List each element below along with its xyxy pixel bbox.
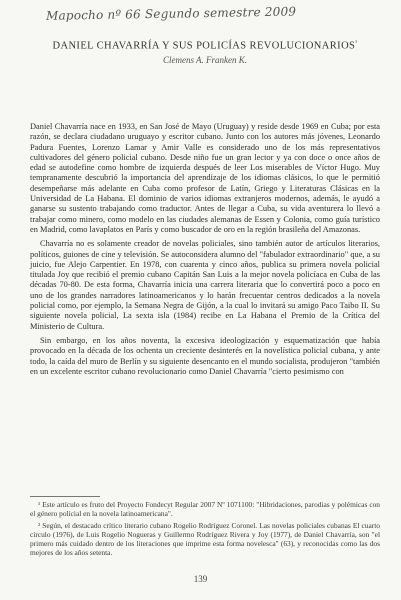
title-footnote-mark: ¹ xyxy=(355,40,358,46)
handwritten-annotation: Mapocho nº 66 Segundo semestre 2009 xyxy=(45,4,297,23)
footnotes xyxy=(30,500,380,560)
paragraph-1: Daniel Chavarría nace en 1933, en San José de Mayo (Uruguay) y reside desde 1969 en Cuba; por esta razón, se declara ciudadano uruguayo y escritor cubano. Junto con los autores más jóvenes, Leonardo Padura Fuentes, Lorenzo Lamar y Amir Valle es considerado uno de los más representativos cultivadores del género policial cubano. Desde niño fue un gran lector y ya con doce o once años de edad se autodefine como hombre de izquierda después de leer Los miserables de Víctor Hugo. Muy tempranamente descubrió la importancia del aprendizaje de los idiomas clásicos, lo que le permitió desempeñarse más adelante en Cuba como profesor de Latín, Griego y Literaturas Clásicas en la Universidad de La Habana. El dominio de varios idiomas extranjeros modernos, además, le ayudó a ganarse su sustento trabajando como traductor. Antes de llegar a Cuba, su vida aventurera lo llevó a trabajar como minero, como modelo en las ciudades alemanas de Essen y Colonia, como guía turístico en Madrid, como lavaplatos en París y como buscador de oro en la región brasileña del Amazonas. xyxy=(30,122,380,234)
footnote-2: ² Según, el destacado crítico literario cubano Rogelio Rodríguez Coronel. Las novelas policiales cubanas El cuarto círculo (1976), de Luis Rogelio Nogueras y Guillermo Rodríguez Rivera y Joy (1977), de Daniel Chavarría, son "el primero más cuidado dentro de los literaciones que imprime esta forma novelesca" (63), y reconocidas como las dos mejores de los años setenta. xyxy=(30,521,380,557)
article-author: Clemens A. Franken K. xyxy=(162,55,248,65)
title-text: DANIEL CHAVARRÍA Y SUS POLICÍAS REVOLUCIONARIOS xyxy=(52,40,356,52)
article-title xyxy=(40,40,370,52)
footnote-divider xyxy=(30,496,100,497)
page-number: 139 xyxy=(193,574,208,584)
article-body xyxy=(30,122,380,381)
paragraph-2: Chavarría no es solamente creador de novelas policiales, sino también autor de artículos literarios, políticos, guiones de cine y televisión. Se autoconsidera alumno del "fabulador extraordinario" que, a su juicio, fue Alejo Carpentier. En 1978, con cuarenta y cinco años, publica su primera novela policial titulada Joy que recibió el premio cubano Capitán San Luis a la mejor novela policíaca en Cuba de las décadas 70-80. De esta forma, Chavarría inicia una carrera literaria que lo convertirá poco a poco en uno de los grandes narradores latinoamericanos y lo harán frecuentar centros dedicados a la novela policial como, por ejemplo, la Semana Negra de Gijón, a la cual lo invitará su amigo Paco Taibo II. Su siguiente novela policial, La sexta isla (1984) recibe en La Habana el Premio de la Crítica del Ministerio de Cultura. xyxy=(30,239,380,331)
footnote-1: ¹ Este artículo es fruto del Proyecto Fondecyt Regular 2007 Nº 1071100: "Hibridaciones, parodias y polémicas con el género policial en la novela latinoamericana". xyxy=(30,500,380,518)
paragraph-3: Sin embargo, en los años noventa, la excesiva ideologización y esquematización que había provocado en la década de los ochenta un creciente desinterés en la novelística policial cubana, y ante todo, la caída del muro de Berlín y su siguiente desencanto en el mundo socialista, produjeron "también en un excelente escritor cubano revolucionario como Daniel Chavarría "cierto pesimismo con xyxy=(30,335,380,376)
